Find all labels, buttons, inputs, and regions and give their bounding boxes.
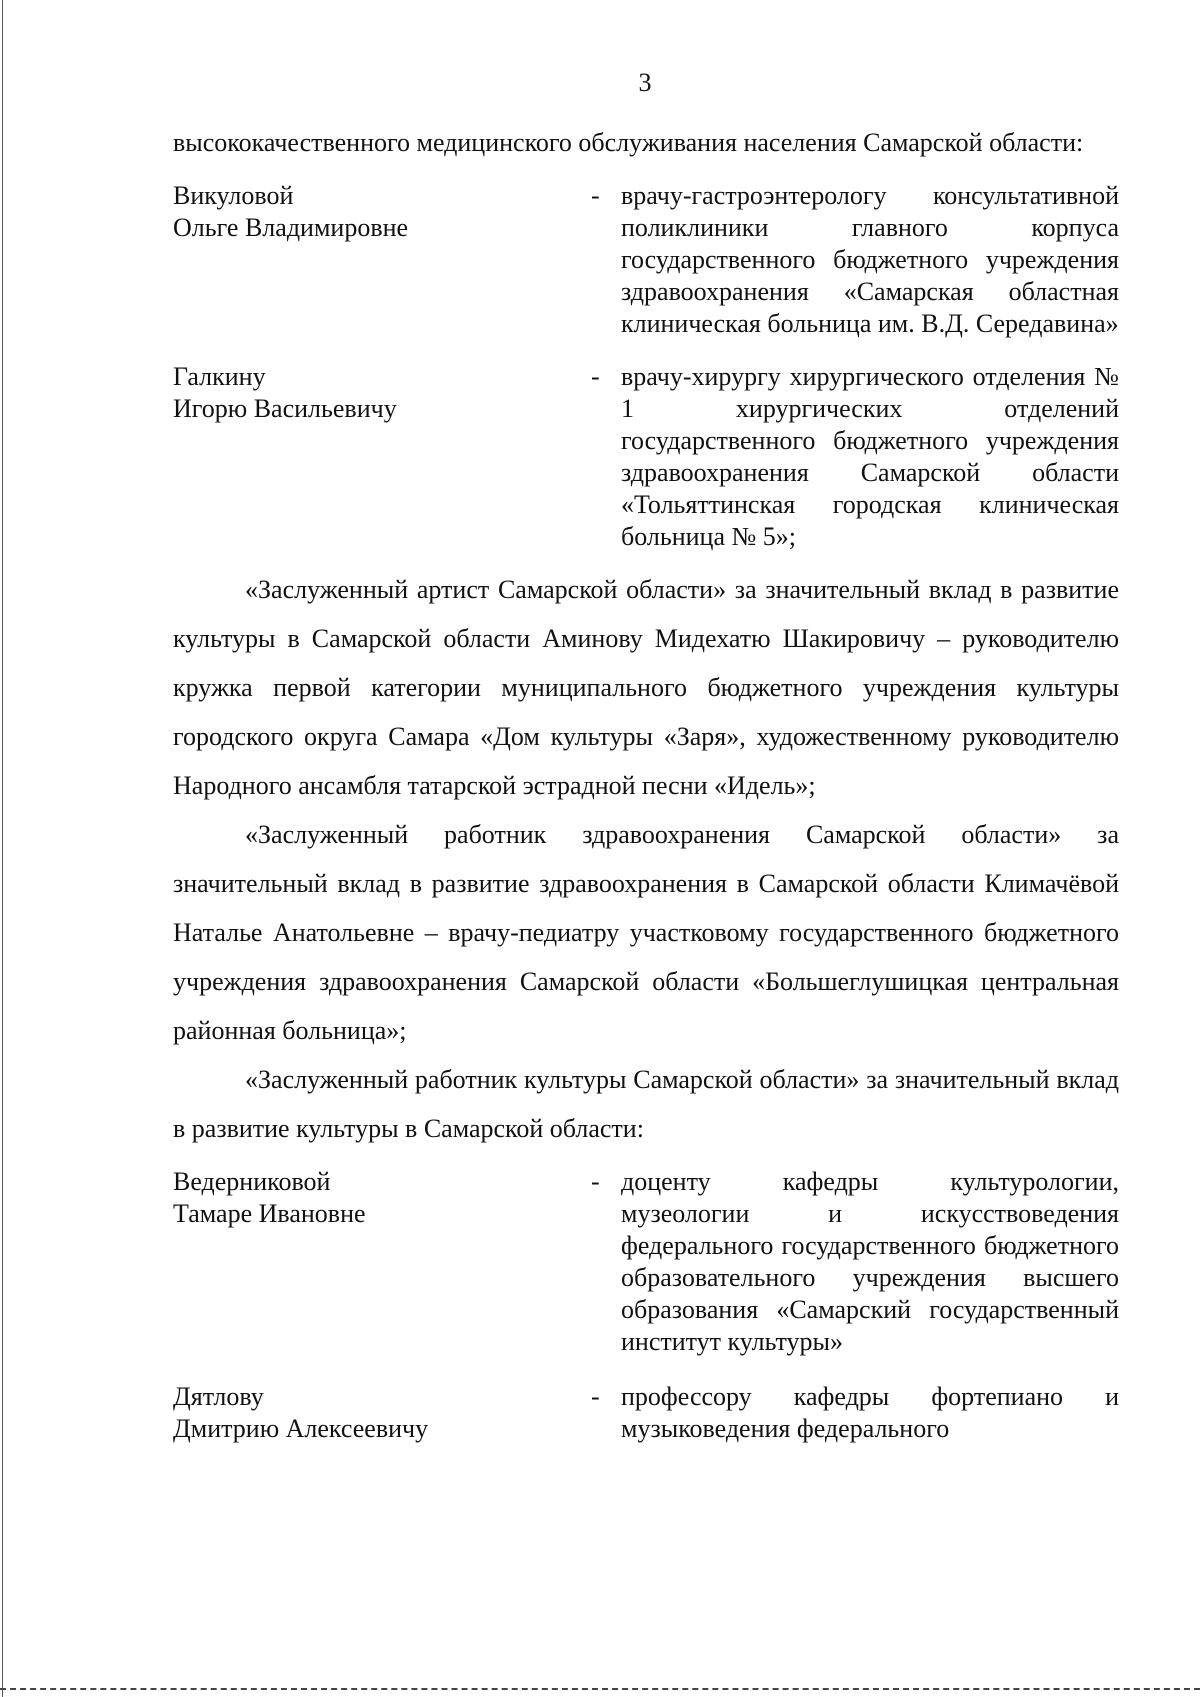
recipient-position: доценту кафедры культурологии, музеологии и искусствоведения федерального государственного бюджетного образовательного учреждения высшего образования «Самарский государственный институт культуры» — [621, 1167, 1119, 1356]
recipient-name — [173, 1166, 591, 1358]
list-dash: - — [591, 362, 600, 391]
list-dash: - — [591, 1382, 600, 1411]
list-item — [173, 180, 1119, 340]
recipient-given-names: Тамаре Ивановне — [173, 1199, 366, 1228]
award-paragraph-artist: «Заслуженный артист Самарской области» за значительный вклад в развитие культуры в Самарской области Аминову Мидехатю Шакировичу – руководителю кружка первой категории муниципального бюджетного учреждения культуры городского округа Самара «Дом культуры «Заря», художественному руководителю Народного ансамбля татарской эстрадной песни «Идель»; — [173, 575, 1119, 800]
recipient-surname: Галкину — [173, 362, 266, 391]
page-number: 3 — [638, 68, 652, 97]
list-dash: - — [591, 1167, 600, 1196]
recipient-surname: Ведерниковой — [173, 1167, 331, 1196]
recipient-position: врачу-гастроэнтерологу консультативной поликлиники главного корпуса государственного бюджетного учреждения здравоохранения «Самарская областная клиническая больница им. В.Д. Середавина» — [621, 181, 1119, 338]
recipient-given-names: Дмитрию Алексеевичу — [173, 1414, 429, 1443]
recipient-name — [173, 180, 591, 340]
recipient-name — [173, 1381, 591, 1445]
scan-left-edge — [2, 0, 3, 1697]
list-dash: - — [591, 181, 600, 210]
recipient-position: врачу-хирургу хирургического отделения № 1 хирургических отделений государственного бюджетного учреждения здравоохранения Самарской области «Тольяттинская городская клиническая больница № 5»; — [621, 362, 1119, 551]
recipient-surname: Викуловой — [173, 181, 294, 210]
recipient-surname: Дятлову — [173, 1382, 264, 1411]
award-paragraph-health: «Заслуженный работник здравоохранения Самарской области» за значительный вклад в развитие здравоохранения в Самарской области Климачёвой Наталье Анатольевне – врачу-педиатру участковому государственного бюджетного учреждения здравоохранения Самарской области «Большеглушицкая центральная районная больница»; — [173, 820, 1119, 1045]
list-item — [173, 1166, 1119, 1358]
document-body — [173, 118, 1119, 1445]
recipient-given-names: Игорю Васильевичу — [173, 394, 397, 423]
scan-bottom-edge — [0, 1688, 1200, 1690]
list-item — [173, 361, 1119, 553]
recipient-position: профессору кафедры фортепиано и музыковедения федерального — [621, 1382, 1119, 1443]
list-item — [173, 1381, 1119, 1445]
recipient-given-names: Ольге Владимировне — [173, 213, 409, 242]
award-paragraph-culture: «Заслуженный работник культуры Самарской области» за значительный вклад в развитие культуры в Самарской области: — [173, 1065, 1119, 1143]
intro-paragraph: высококачественного медицинского обслуживания населения Самарской области: — [173, 128, 1084, 157]
recipient-name — [173, 361, 591, 553]
